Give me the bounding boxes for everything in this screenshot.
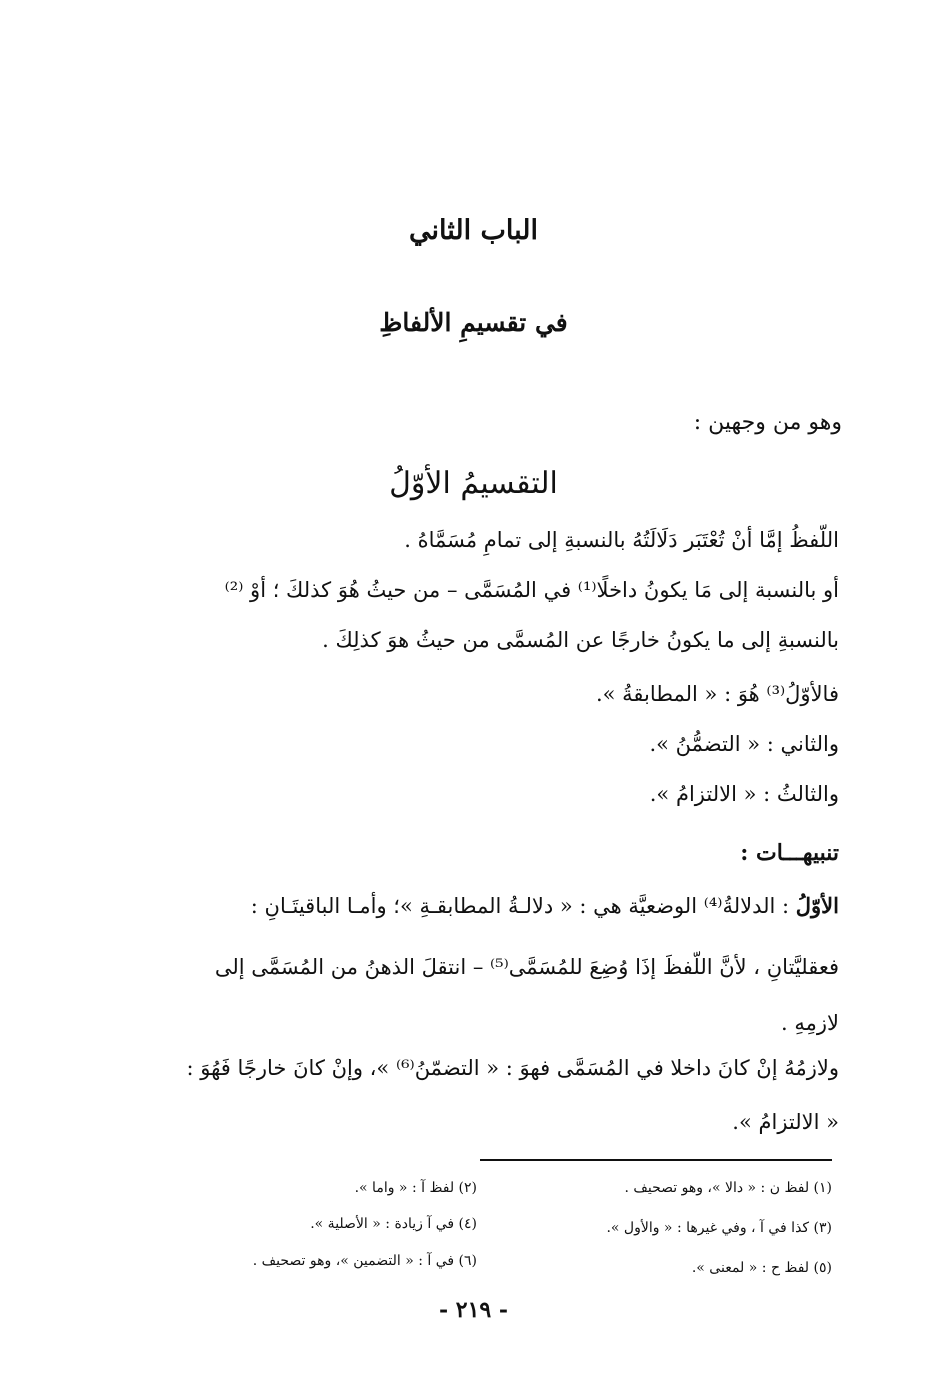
page-number: - ٢١٩ -	[438, 1297, 509, 1323]
paragraph-1: اللّفظُ إمَّا أنْ تُعْتَبَر دَلَالَتُهُ بالنسبةِ إلى تمامِ مُسَمَّاهُ .	[404, 528, 839, 552]
first-division: فالأوّلُ⁽³⁾ هُوَ : « المطابقةُ ».	[595, 682, 839, 706]
chapter-title: الباب الثاني	[408, 215, 539, 246]
footnote-6: (٦) في آ : « التضمين »، وهو تصحيف .	[252, 1253, 477, 1269]
paragraph-2-line-1: أو بالنسبة إلى مَا يكونُ داخلًا⁽¹⁾ في المُسَمَّى – من حيثُ هُوَ كذلكَ ؛ أوْ ⁽²⁾	[224, 578, 839, 602]
notes-heading: تنبيهـــات :	[740, 840, 839, 866]
subheading: التقسيمُ الأوّلُ	[389, 466, 558, 501]
third-division: والثالثُ : « الالتزامُ ».	[649, 782, 839, 806]
note-1-line-1	[251, 893, 839, 918]
footnote-3: (٣) كذا في آ ، وفي غيرها : « والأول ».	[606, 1220, 832, 1236]
note-1-label: الأوّلُ	[795, 893, 839, 918]
note-1-line-2: فعقليَّتانِ ، لأنَّ اللّفظَ إذَا وُضِعَ للمُسَمَّى⁽⁵⁾ – انتقلَ الذهنُ من المُسَمَّى إلى	[214, 955, 839, 979]
second-division: والثاني : « التضمُّنُ ».	[649, 732, 839, 756]
section-title: في تقسيمِ الألفاظِ	[379, 308, 568, 337]
note-2-line-1: ولازمُهُ إنْ كانَ داخلا في المُسَمَّى فهوَ : « التضمّنُ⁽⁶⁾ »، وإنْ كانَ خارجًا فَهُوَ :	[186, 1056, 839, 1080]
footnote-2: (٢) لفظ آ : « واما ».	[354, 1180, 477, 1196]
note-1-line-3: لازمِهِ .	[781, 1011, 839, 1035]
footnote-4: (٤) في آ زيادة : « الأصلية ».	[310, 1216, 477, 1232]
footnote-5: (٥) لفظ ح : « لمعنى ».	[691, 1260, 832, 1276]
note-1-text: : الدلالةُ⁽⁴⁾ الوضعيَّة هي : « دلالـةُ المطابقـةِ »؛ وأمـا الباقيتَـانِ :	[250, 894, 796, 918]
paragraph-2-line-2: بالنسبةِ إلى ما يكونُ خارجًا عن المُسمَّى من حيثُ هوَ كذلِكَ .	[322, 628, 839, 652]
footnote-1: (١) لفظ ن : « دالا »، وهو تصحيف .	[624, 1180, 832, 1196]
intro-line: وهو من وجهين :	[693, 410, 842, 435]
footnote-separator	[480, 1159, 832, 1161]
note-2-line-2: « الالتزامُ ».	[732, 1110, 839, 1134]
